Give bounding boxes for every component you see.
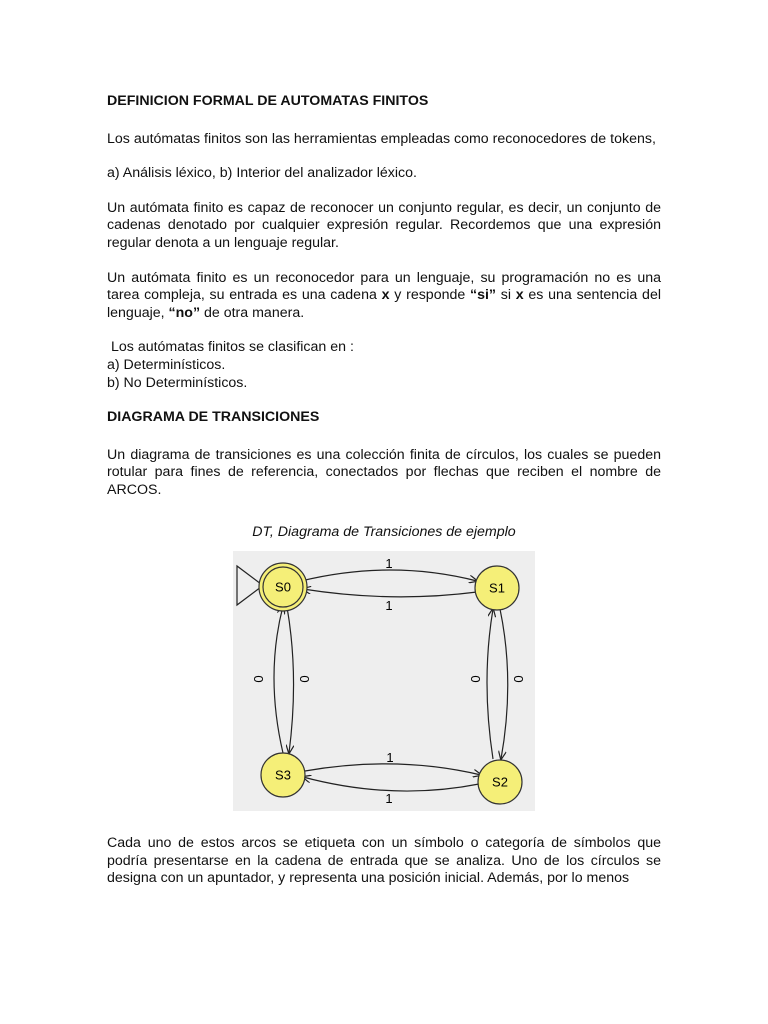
paragraph-recognizer	[107, 270, 661, 323]
state-label: S2	[492, 774, 508, 790]
arc-label: 1	[385, 791, 393, 807]
arc-s1-s2	[500, 609, 508, 759]
arc-label: 1	[386, 750, 394, 766]
paragraph-intro: Los autómatas finitos son las herramientas empleadas como reconocedores de tokens,	[107, 130, 656, 147]
state-s2	[478, 760, 522, 804]
state-s1	[475, 566, 519, 610]
arc-label: 1	[385, 556, 393, 572]
arc-label: 0	[251, 675, 266, 683]
paragraph-regular-set: Un autómata finito es capaz de reconocer un conjunto regular, es decir, un conjunto de cadenas denotado por cualquier expresión regular. Recordemos que una expresión regular denota a un lenguaje regular.	[107, 199, 661, 251]
paragraph-uses: a) Análisis léxico, b) Interior del analizador léxico.	[107, 165, 417, 182]
section-heading-definicion: DEFINICION FORMAL DE AUTOMATAS FINITOS	[107, 93, 429, 109]
arc-s2-s3	[303, 777, 479, 791]
document-page	[107, 93, 661, 905]
bold-x: x	[381, 287, 390, 304]
bold-x: x	[515, 287, 524, 304]
arc-s1-s0	[303, 589, 477, 597]
arc-s3-s0	[274, 606, 283, 753]
classification-list	[107, 339, 661, 392]
arc-s0-s1	[301, 570, 477, 581]
arc-label: 0	[468, 675, 483, 683]
paragraph-arcs: Cada uno de estos arcos se etiqueta con un símbolo o categoría de símbolos que podría presentarse en la cadena de entrada que se analiza. Uno de los círculos se designa con un apuntador, y representa una posición inicial. Además, por lo menos	[107, 835, 661, 887]
state-label: S1	[489, 580, 505, 596]
state-label: S0	[275, 579, 291, 595]
text-fragment: y responde	[389, 287, 470, 304]
figure-caption: DT, Diagrama de Transiciones de ejemplo	[252, 523, 516, 540]
text-fragment: de otra manera.	[200, 304, 305, 321]
bold-si: “si”	[470, 287, 497, 304]
arc-label: 0	[297, 675, 312, 683]
arc-label: 1	[385, 598, 393, 614]
list-item: b) No Determinísticos.	[107, 374, 248, 391]
transition-diagram	[233, 551, 535, 811]
arc-s2-s1	[487, 609, 493, 759]
bold-no: “no”	[168, 304, 201, 321]
text-fragment: si	[496, 287, 516, 304]
state-s0	[259, 563, 307, 611]
arc-s3-s2	[305, 764, 481, 775]
state-label: S3	[275, 767, 291, 783]
state-s3	[261, 753, 305, 797]
text-fragment: Un autómata finito es un reconocedor para un lenguaje, su programación no es una tarea compleja, su entrada es una cadena	[107, 269, 661, 304]
list-intro: Los autómatas finitos se clasifican en :	[111, 339, 354, 356]
paragraph-transition-diagram: Un diagrama de transiciones es una colección finita de círculos, los cuales se pueden rotular para fines de referencia, conectados por flechas que reciben el nombre de ARCOS.	[107, 446, 661, 498]
transition-diagram-svg	[233, 551, 535, 811]
section-heading-diagrama: DIAGRAMA DE TRANSICIONES	[107, 409, 320, 426]
text-fragment: es una sentencia del lenguaje,	[107, 287, 661, 321]
arc-s0-s3	[287, 607, 294, 753]
list-item: a) Determinísticos.	[107, 356, 226, 373]
arc-label: 0	[511, 675, 526, 683]
